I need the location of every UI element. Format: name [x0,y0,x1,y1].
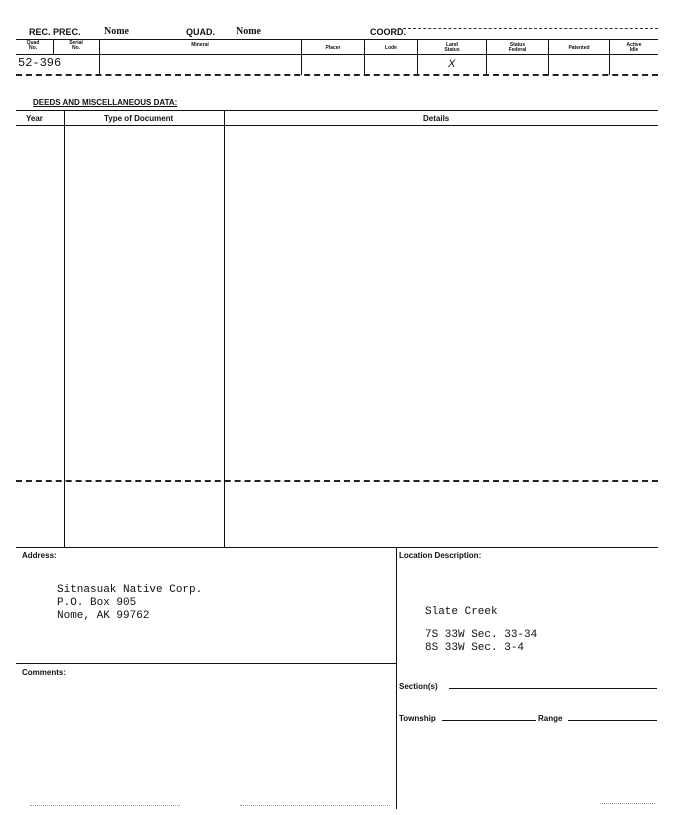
rec-prec-label: REC. PREC. [29,27,81,37]
col-status-federal: Status Federal [508,42,527,53]
quad-no-value: 52-396 [18,56,62,70]
header-rule [16,39,658,40]
bottom-center-divider [396,547,397,809]
col-year: Year [26,114,43,123]
quad-label: QUAD. [186,27,215,37]
sep-mineral [301,39,302,75]
col-serial-no: Serial No. [69,40,83,51]
sep-lode [417,39,418,75]
location-line-1: 7S 33W Sec. 33-34 [425,629,538,641]
deeds-sep-type [224,110,225,548]
col-land-status: Land Status [444,42,460,53]
scan-artifact-center [240,805,390,806]
col-lode: Lode [385,45,397,51]
deeds-sep-year [64,110,65,548]
bottom-top-rule [16,547,658,548]
quad-value: Nome [236,26,261,37]
col-type-of-document: Type of Document [104,114,174,123]
coord-line [398,28,658,29]
address-line-1: Sitnasuak Native Corp. [57,584,203,596]
scan-artifact-left [30,805,180,806]
deeds-dashed-rule [16,480,658,482]
record-row-rule [16,74,658,76]
address-line-2: P.O. Box 905 [57,597,137,609]
township-blank [442,720,536,721]
rec-prec-value: Nome [104,26,129,37]
sep-quad [53,39,54,55]
deeds-header-rule [16,125,658,126]
land-status-mark: X [448,58,456,70]
comments-top-rule [16,663,396,664]
col-mineral: Mineral [191,42,209,48]
location-line-2: 8S 33W Sec. 3-4 [425,642,525,654]
coord-label: COORD. [370,27,406,37]
deeds-section-title: DEEDS AND MISCELLANEOUS DATA: [33,98,178,107]
col-active-idle: Active Idle [626,42,642,53]
address-line-3: Nome, AK 99762 [57,610,150,622]
range-label: Range [538,714,563,723]
col-details: Details [423,114,450,123]
sep-patented [609,39,610,75]
column-header-rule [16,54,658,55]
scan-artifact-right [600,803,655,804]
township-label: Township [399,714,436,723]
sep-placer [364,39,365,75]
col-quad-no: Quad No. [26,40,40,51]
sep-federal [548,39,549,75]
comments-label: Comments: [22,668,67,677]
range-blank [568,720,657,721]
sections-blank [449,688,657,689]
address-label: Address: [22,551,57,560]
sections-label: Section(s) [399,682,438,691]
col-placer: Placer [325,45,341,51]
col-patented: Patented [568,45,590,51]
sep-serial [99,39,100,75]
location-description-label: Location Description: [399,551,482,560]
sep-land [486,39,487,75]
location-name: Slate Creek [425,606,498,618]
deeds-top-rule [16,110,658,111]
